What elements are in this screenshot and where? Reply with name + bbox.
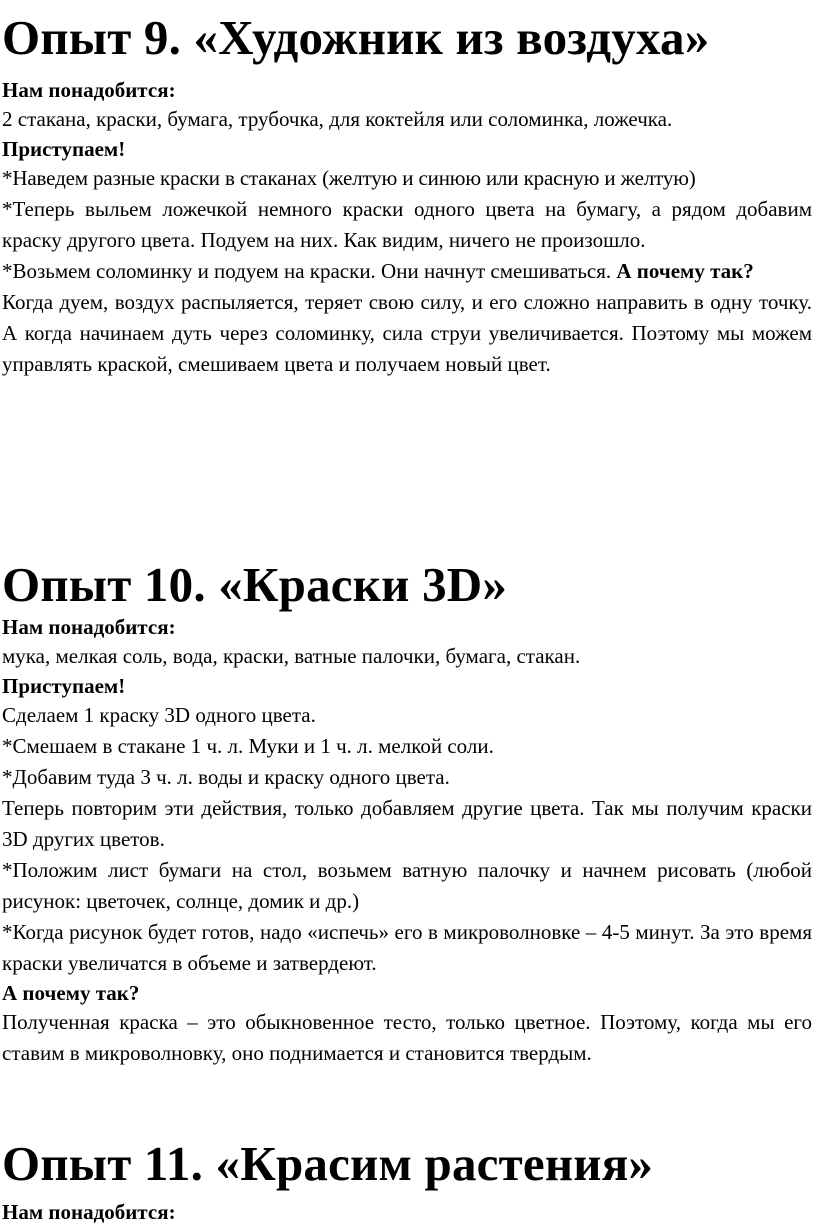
experiment-10-title: Опыт 10. «Краски 3D»: [2, 557, 508, 612]
experiment-10-why-label: А почему так?: [2, 981, 140, 1005]
experiment-10-step-2: *Добавим туда 3 ч. л. воды и краску одного цвета.: [2, 765, 450, 789]
experiment-9-step-3: *Возьмем соломинку и подуем на краски. Они начнут смешиваться.: [2, 259, 612, 283]
experiment-9-explanation: Когда дуем, воздух распыляется, теряет свою силу, и его сложно направить в одну точку. А когда начинаем дуть через соломинку, сила струи увеличивается. Поэтому мы можем управлять краской, смешиваем цвета и получаем новый цвет.: [2, 290, 812, 376]
experiment-11-title: Опыт 11. «Красим растения»: [2, 1136, 654, 1191]
experiment-9-needs-label: Нам понадобится:: [2, 78, 176, 102]
experiment-9-section: [2, 10, 812, 380]
experiment-10-start-label: Приступаем!: [2, 674, 126, 698]
experiment-10-needs-label: Нам понадобится:: [2, 615, 176, 639]
experiment-9-step-1: *Наведем разные краски в стаканах (желтую и синюю или красную и желтую): [2, 166, 696, 190]
experiment-9-step-2: *Теперь выльем ложечкой немного краски одного цвета на бумагу, а рядом добавим краску другого цвета. Подуем на них. Как видим, ничего не произошло.: [2, 197, 812, 252]
experiment-9-needs-text: 2 стакана, краски, бумага, трубочка, для коктейля или соломинка, ложечка.: [2, 107, 673, 131]
experiment-10-step-3: Теперь повторим эти действия, только добавляем другие цвета. Так мы получим краски 3D других цветов.: [2, 796, 812, 851]
experiment-10-step-5: *Когда рисунок будет готов, надо «испечь» его в микроволновке – 4-5 минут. За это время краски увеличатся в объеме и затвердеют.: [2, 920, 812, 975]
experiment-11-needs-label: Нам понадобится:: [2, 1200, 176, 1224]
experiment-10-step-1: *Смешаем в стакане 1 ч. л. Муки и 1 ч. л. мелкой соли.: [2, 734, 494, 758]
experiment-10-section: [2, 557, 812, 1069]
experiment-9-title: Опыт 9. «Художник из воздуха»: [2, 10, 710, 65]
experiment-9-start-label: Приступаем!: [2, 137, 126, 161]
experiment-10-step-4: *Положим лист бумаги на стол, возьмем ватную палочку и начнем рисовать (любой рисунок: цветочек, солнце, домик и др.): [2, 858, 812, 913]
experiment-11-section: [2, 1136, 812, 1226]
experiment-10-explanation: Полученная краска – это обыкновенное тесто, только цветное. Поэтому, когда мы его ставим в микроволновку, оно поднимается и становится твердым.: [2, 1010, 812, 1065]
experiment-9-step-3-paragraph: [2, 256, 812, 287]
experiment-10-step-0: Сделаем 1 краску 3D одного цвета.: [2, 703, 316, 727]
experiment-9-why-label: А почему так?: [616, 259, 754, 283]
experiment-10-needs-text: мука, мелкая соль, вода, краски, ватные палочки, бумага, стакан.: [2, 644, 581, 668]
